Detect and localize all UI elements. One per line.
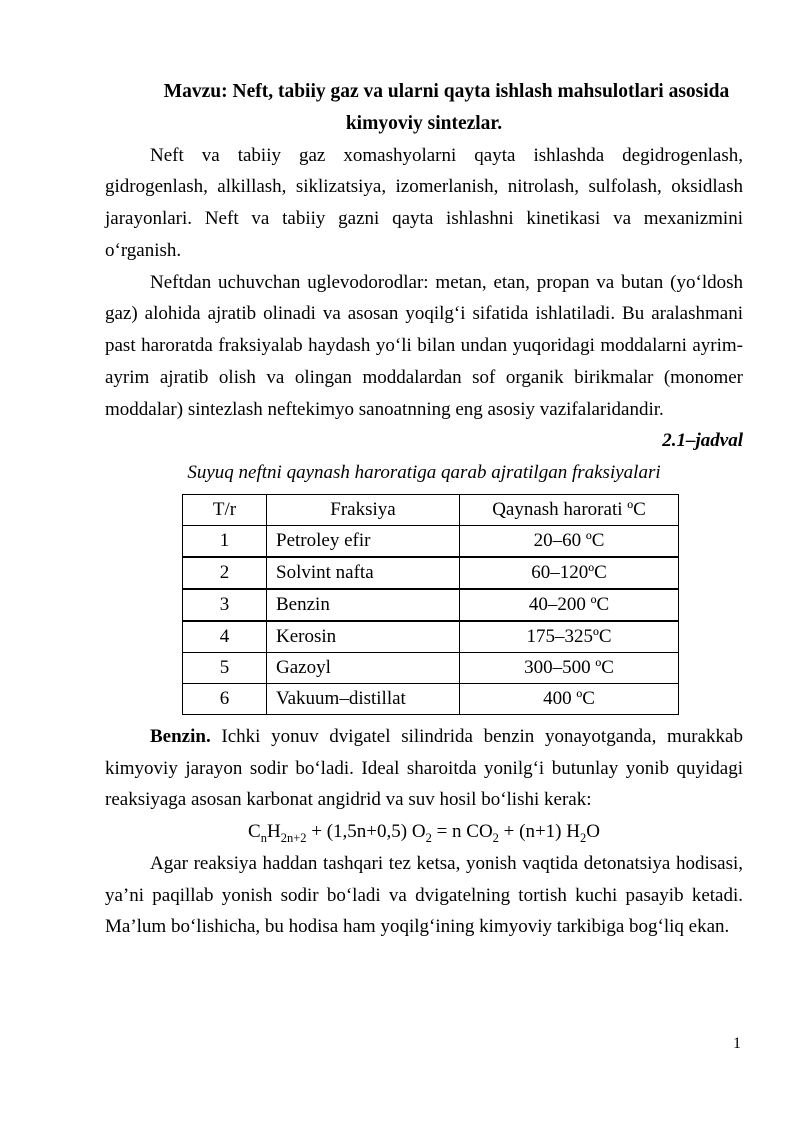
combustion-formula [105, 816, 743, 848]
paragraph-detonation: Agar reaksiya haddan tashqari tez ketsa, yonish vaqtida detonatsiya hodisasi, ya’ni paqillab yonish sodir bo‘ladi va dvigatelning tortish kuchi pasayib ketadi. Ma’lum bo‘lishicha, bu hodisa ham yoqilg‘ining kimyoviy tarkibiga bog‘liq ekan. [105, 852, 743, 938]
formula-text: C [248, 821, 261, 842]
fractions-table-body [183, 525, 679, 714]
title-line-1: Mavzu: Neft, tabiiy gaz va ularni qayta ishlash mahsulotlari asosida [163, 81, 730, 102]
fractions-table [182, 494, 679, 715]
document-title [105, 76, 743, 140]
table-cell: 4 [183, 621, 267, 653]
table-cell: 3 [183, 589, 267, 621]
formula-subscript: 2n+2 [280, 830, 307, 845]
table-cell: 40–200 ºC [460, 589, 679, 621]
table-caption: Suyuq neftni qaynash haroratiga qarab ajratilgan fraksiyalari [187, 462, 661, 483]
table-cell: 400 ºC [460, 683, 679, 714]
formula-subscript: 2 [492, 830, 499, 845]
table-cell: 5 [183, 652, 267, 683]
paragraph-benzin-lead: Benzin. [150, 725, 211, 747]
formula-text: + (1,5n+0,5) O [306, 821, 426, 842]
table-header-row [183, 494, 679, 525]
table-header-tr: T/r [183, 494, 267, 525]
table-row [183, 652, 679, 683]
formula-subscript: 2 [579, 830, 587, 845]
table-cell: Kerosin [267, 621, 460, 653]
formula-text: O [586, 821, 600, 842]
table-row [183, 525, 679, 557]
table-cell: 20–60 ºC [460, 525, 679, 557]
table-cell: Benzin [267, 589, 460, 621]
title-line-2: kimyoviy sintezlar. [345, 112, 503, 134]
table-cell: 6 [183, 683, 267, 714]
table-cell: Gazoyl [267, 652, 460, 683]
formula-subscript: n [260, 830, 267, 845]
table-cell: Vakuum–distillat [267, 683, 460, 714]
table-row [183, 683, 679, 714]
paragraph-hydrocarbons: Neftdan uchuvchan uglevodorodlar: metan, etan, propan va butan (yo‘ldosh gaz) alohida ajratib olinadi va asosan yoqilg‘i sifatida ishlatiladi. Bu aralashmani past haroratda fraksiyalab haydash yo‘li bilan undan yuqoridagi moddalarni ayrim-ayrim ajratib olish va olingan moddalardan sof organik birikmalar (monomer moddalar) sintezlash neftekimyo sanoatnning eng asosiy vazifalaridandir. [105, 271, 743, 420]
paragraph-benzin-text: Ichki yonuv dvigatel silindrida benzin yonayotganda, murakkab kimyoviy jarayon sodir bo‘ladi. Ideal sharoitda yonilg‘i butunlay yonib quyidagi reaksiyaga asosan karbonat angidrid va suv hosil bo‘lishi kerak: [105, 725, 743, 811]
table-cell: 2 [183, 557, 267, 589]
table-number-label: 2.1–jadval [662, 430, 743, 452]
table-cell: 300–500 ºC [460, 652, 679, 683]
table-header-qaynash: Qaynash harorati ºC [460, 494, 679, 525]
table-cell: Petroley efir [267, 525, 460, 557]
table-cell: 175–325ºC [460, 621, 679, 653]
table-header-fraksiya: Fraksiya [267, 494, 460, 525]
fractions-table-head [183, 494, 679, 525]
page-number: 1 [733, 1035, 741, 1052]
table-row [183, 621, 679, 653]
formula-text: = n CO [431, 821, 493, 842]
formula-text: H [266, 821, 281, 842]
formula-subscript: 2 [425, 830, 432, 845]
paragraph-benzin [105, 721, 743, 816]
table-cell: 60–120ºC [460, 557, 679, 589]
table-row [183, 589, 679, 621]
table-row [183, 557, 679, 589]
paragraph-processes: Neft va tabiiy gaz xomashyolarni qayta ishlashda degidrogenlash, gidrogenlash, alkillash, siklizatsiya, izomerlanish, nitrolash, sulfolash, oksidlash jarayonlari. Neft va tabiiy gazni qayta ishlashni kinetikasi va mexanizmini o‘rganish. [105, 144, 743, 261]
table-cell: 1 [183, 525, 267, 557]
table-cell: Solvint nafta [267, 557, 460, 589]
formula-text: + (n+1) H [498, 821, 580, 842]
